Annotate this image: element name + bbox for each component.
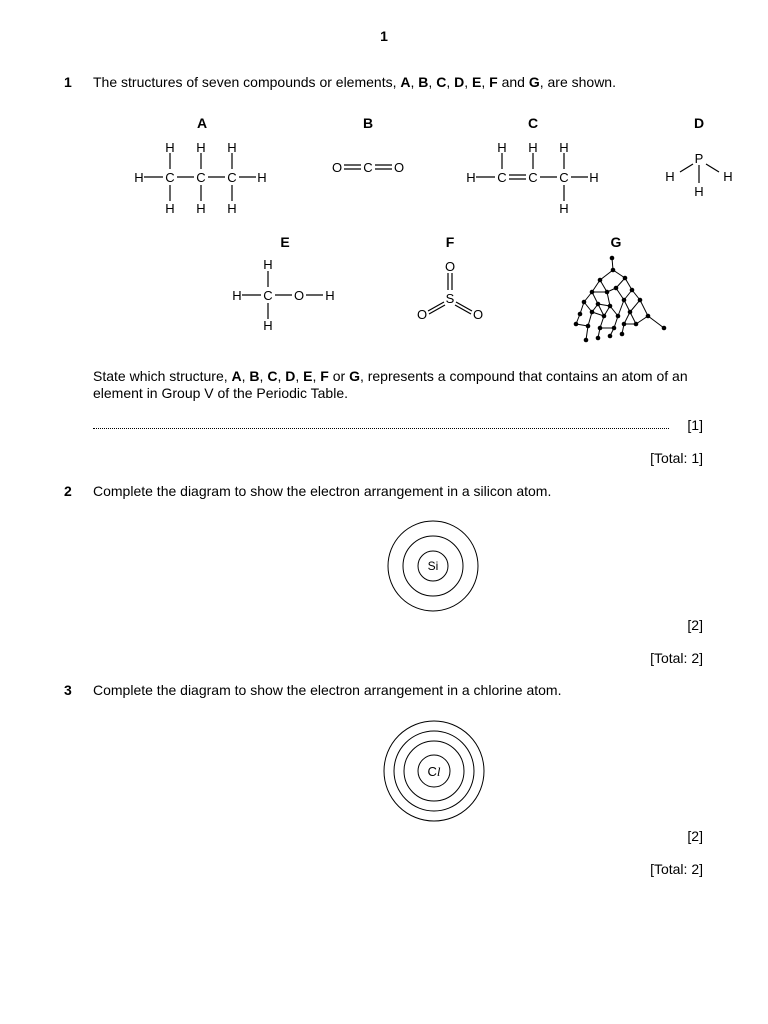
structure-label-f: F	[445, 234, 455, 250]
question-1-instruction: State which structure, A, B, C, D, E, F or G, represents a compound that contains an atom of an element in Group V of the Periodic Table.	[93, 368, 688, 401]
question-3-total: [Total: 2]	[650, 861, 703, 877]
atom-h: H	[528, 140, 538, 155]
letter-c: C	[267, 368, 278, 384]
atom-h: H	[589, 170, 599, 185]
page-number: 1	[380, 28, 388, 44]
letter-c: C	[436, 74, 447, 90]
structure-label-b: B	[362, 115, 374, 131]
silicon-atom-diagram[interactable]	[386, 520, 482, 612]
question-1-mark: [1]	[687, 417, 703, 433]
intro-prefix: The structures of seven compounds or elements,	[93, 74, 397, 90]
atom-s: S	[445, 291, 455, 306]
question-2-number: 2	[64, 483, 72, 499]
question-2-text: Complete the diagram to show the electron arrangement in a silicon atom.	[93, 483, 552, 499]
question-3-number: 3	[64, 682, 72, 698]
atom-h: H	[559, 140, 569, 155]
letter-b: B	[418, 74, 429, 90]
answer-line[interactable]	[93, 418, 669, 429]
atom-h: H	[694, 184, 704, 199]
atom-h: H	[466, 170, 476, 185]
chlorine-atom-diagram[interactable]	[380, 720, 488, 822]
atom-h: H	[196, 140, 206, 155]
structure-f-diagram	[410, 256, 490, 326]
atom-c: C	[528, 170, 538, 185]
letter-e: E	[472, 74, 482, 90]
atom-h: H	[227, 201, 237, 216]
atom-h: H	[257, 170, 267, 185]
atom-h: H	[263, 257, 273, 272]
question-1-intro: The structures of seven compounds or elements, A, B, C, D, E, F and G, are shown.	[93, 74, 616, 90]
structure-g-lattice	[570, 252, 670, 348]
letter-b: B	[249, 368, 260, 384]
letter-f: F	[489, 74, 498, 90]
atom-p: P	[694, 151, 704, 166]
or-word: or	[328, 368, 350, 384]
question-2-mark: [2]	[687, 617, 703, 633]
letter-d: D	[285, 368, 296, 384]
letter-a: A	[400, 74, 411, 90]
question-3-text: Complete the diagram to show the electron arrangement in a chlorine atom.	[93, 682, 562, 698]
atom-h: H	[263, 318, 273, 333]
atom-h: H	[134, 170, 144, 185]
chlorine-nucleus-label: Cl	[427, 764, 441, 779]
letter-a: A	[231, 368, 242, 384]
atom-h: H	[196, 201, 206, 216]
intro-suffix: , are shown.	[539, 74, 616, 90]
structure-b-diagram	[328, 155, 408, 181]
atom-c: C	[196, 170, 206, 185]
structure-a-diagram	[130, 136, 275, 218]
question-3-mark: [2]	[687, 828, 703, 844]
structure-e-diagram	[228, 255, 343, 335]
letter-d: D	[454, 74, 465, 90]
letter-f: F	[320, 368, 329, 384]
atom-h: H	[559, 201, 569, 216]
state-line-2: element in Group V of the Periodic Table.	[93, 385, 349, 401]
atom-o: O	[331, 160, 343, 175]
atom-o: O	[293, 288, 305, 303]
question-2-total: [Total: 2]	[650, 650, 703, 666]
atom-h: H	[665, 169, 675, 184]
atom-h: H	[227, 140, 237, 155]
letter-g: G	[349, 368, 360, 384]
structure-label-g: G	[610, 234, 622, 250]
silicon-nucleus-label: Si	[427, 559, 439, 573]
question-1-total: [Total: 1]	[650, 450, 703, 466]
atom-h: H	[325, 288, 335, 303]
structure-label-e: E	[280, 234, 290, 250]
state-prefix: State which structure,	[93, 368, 228, 384]
atom-c: C	[263, 288, 273, 303]
atom-c: C	[363, 160, 373, 175]
atom-h: H	[165, 201, 175, 216]
atom-c: C	[165, 170, 175, 185]
structure-label-c: C	[527, 115, 539, 131]
atom-c: C	[559, 170, 569, 185]
atom-c: C	[497, 170, 507, 185]
atom-o: O	[393, 160, 405, 175]
structure-c-diagram	[462, 136, 607, 218]
atom-o: O	[472, 307, 484, 322]
atom-h: H	[165, 140, 175, 155]
atom-h: H	[497, 140, 507, 155]
question-1-number: 1	[64, 74, 72, 90]
letter-e: E	[303, 368, 313, 384]
structure-label-d: D	[693, 115, 705, 131]
state-suffix: , represents a compound that contains an atom of an	[359, 368, 688, 384]
structure-d-diagram	[660, 150, 740, 202]
atom-h: H	[723, 169, 733, 184]
atom-h: H	[232, 288, 242, 303]
and-word: and	[497, 74, 529, 90]
letter-g: G	[528, 74, 540, 90]
atom-o: O	[444, 259, 456, 274]
atom-c: C	[227, 170, 237, 185]
atom-o: O	[416, 307, 428, 322]
structure-label-a: A	[196, 115, 208, 131]
